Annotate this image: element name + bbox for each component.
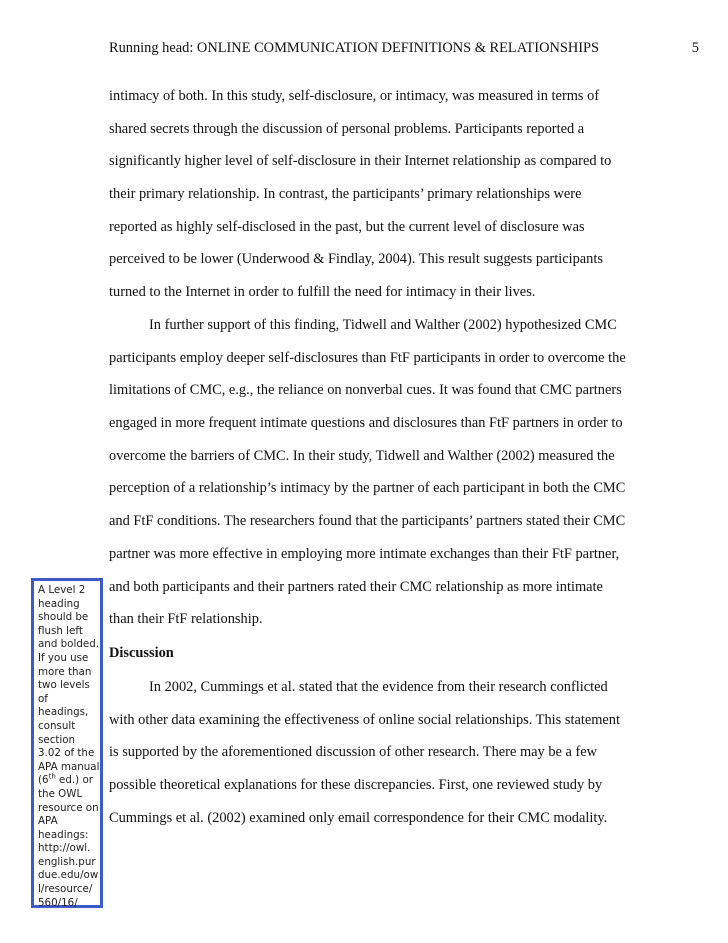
text-line: partner was more effective in employing more intimate exchanges than their FtF partner, [109,545,620,562]
note-line: If you use [38,651,89,664]
running-head [109,38,699,58]
text-line: their primary relationship. In contrast, the participants’ primary relationships were [109,186,582,203]
text-line: participants employ deeper self-disclosures than FtF participants in order to overcome the [109,349,626,366]
text-line: engaged in more frequent intimate questions and disclosures than FtF partners in order to [109,415,623,432]
note-line: and bolded. [38,638,100,651]
text-line: significantly higher level of self-disclosure in their Internet relationship as compared to [109,153,612,170]
section-heading-discussion: Discussion [109,645,174,661]
text-line: than their FtF relationship. [109,611,263,628]
note-line: A Level 2 [38,584,86,596]
side-note-box [31,578,103,908]
paragraph-3 [109,677,719,840]
text-line: overcome the barriers of CMC. In their study, Tidwell and Walther (2002) measured the [109,447,615,464]
note-line: english.pur [38,855,96,868]
note-line: section [38,733,76,746]
text-line: In further support of this finding, Tidwell and Walther (2002) hypothesized CMC [149,317,617,333]
note-line: more than [38,665,92,678]
note-line: headings: [38,828,89,841]
text-line: with other data examining the effectiveness of online social relationships. This statement [109,711,621,728]
note-line: heading [38,597,80,610]
text-line: reported as highly self-disclosed in the past, but the current level of disclosure was [109,218,585,235]
page-number: 5 [691,40,699,56]
text-line: intimacy of both. In this study, self-disclosure, or intimacy, was measured in terms of [109,88,600,104]
note-line: consult [38,719,76,732]
note-line: flush left [38,624,83,637]
note-line: 3.02 of the [38,747,95,760]
paragraph-2 [109,315,719,642]
text-line: shared secrets through the discussion of personal problems. Participants reported a [109,120,585,137]
text-line: and FtF conditions. The researchers found that the participants’ partners stated their CMC [109,513,626,530]
note-line: http://owl. [38,842,91,855]
text-line: limitations of CMC, e.g., the reliance on nonverbal cues. It was found that CMC partners [109,382,622,399]
text-line: perceived to be lower (Underwood & Findlay, 2004). This result suggests participants [109,251,603,268]
note-line: resource on [38,801,99,814]
text-line: Cummings et al. (2002) examined only email correspondence for their CMC modality. [109,809,608,826]
text-line: perception of a relationship’s intimacy by the partner of each participant in both the CMC [109,480,626,497]
note-line: (6th ed.) or [38,772,94,787]
note-line: 560/16/ [38,896,78,909]
text-line: is supported by the aforementioned discussion of other research. There may be a few [109,744,598,761]
text-line: and both participants and their partners rated their CMC relationship as more intimate [109,578,603,595]
note-line: of [38,692,48,705]
paragraph-1 [109,86,719,315]
text-line: possible theoretical explanations for these discrepancies. First, one reviewed study by [109,777,603,794]
note-line: APA [38,815,58,828]
note-line: APA manual [38,760,100,773]
running-head-text: Running head: ONLINE COMMUNICATION DEFINITIONS & RELATIONSHIPS [109,40,600,56]
note-line: two levels [38,679,90,692]
note-line: should be [38,611,89,624]
note-line: l/resource/ [38,883,93,896]
note-line: headings, [38,706,89,719]
text-line: turned to the Internet in order to fulfill the need for intimacy in their lives. [109,284,536,301]
note-line: the OWL [38,787,83,800]
text-line: In 2002, Cummings et al. stated that the evidence from their research conflicted [149,679,608,695]
note-line: due.edu/ow [38,869,99,882]
